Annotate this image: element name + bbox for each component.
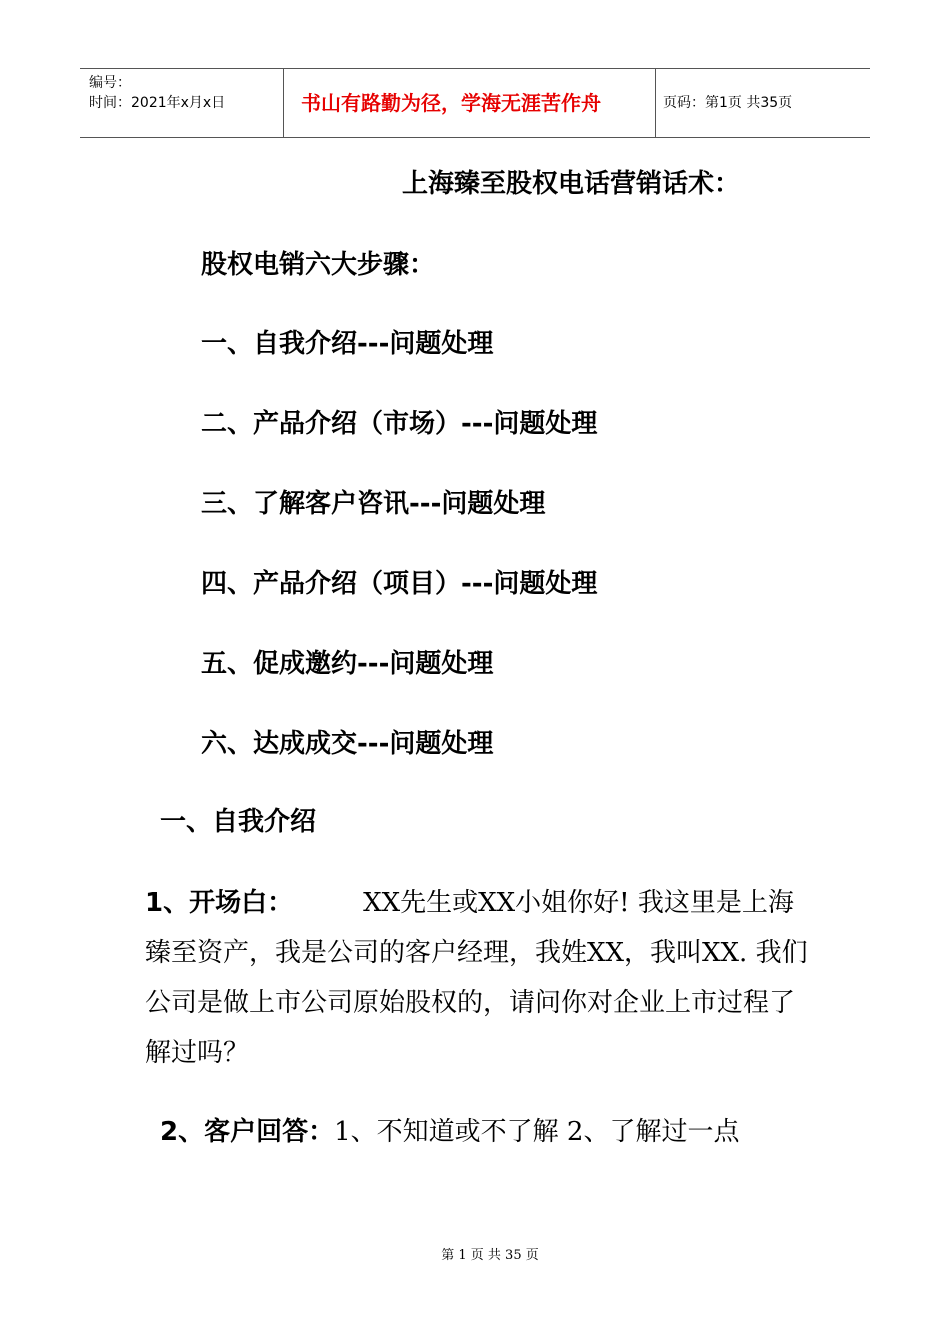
document-title: 上海臻至股权电话营销话术： — [402, 169, 741, 199]
page-footer: 第 1 页 共 35 页 — [441, 1248, 539, 1263]
motto: 书山有路勤为径，学海无涯苦作舟 — [283, 69, 656, 137]
number-label: 编号： — [89, 75, 131, 91]
step-item: 三、了解客户咨讯---问题处理 — [201, 489, 546, 519]
step-item: 一、自我介绍---问题处理 — [201, 329, 494, 359]
step-item: 五、促成邀约---问题处理 — [201, 649, 494, 679]
steps-heading: 股权电销六大步骤： — [201, 250, 436, 280]
answer-label: 2、客户回答： — [160, 1117, 335, 1147]
section-heading: 一、自我介绍 — [160, 807, 317, 837]
steps-list — [201, 322, 597, 802]
opening-paragraph — [145, 878, 815, 1078]
step-item: 六、达成成交---问题处理 — [201, 729, 494, 759]
page-info: 页码：第1页 共35页 — [663, 95, 793, 111]
step-item: 二、产品介绍（市场）---问题处理 — [201, 409, 598, 439]
time-label: 时间：2021年x月x日 — [89, 95, 226, 111]
opening-label: 1、开场白： — [145, 888, 294, 918]
header-table — [80, 68, 870, 138]
customer-answer — [160, 1110, 739, 1154]
opening-text: XX先生或XX小姐你好! 我这里是上海臻至资产，我是公司的客户经理，我姓XX，我叫XX. 我们公司是做上市公司原始股权的，请问你对企业上市过程了解过吗？ — [145, 888, 808, 1068]
step-item: 四、产品介绍（项目）---问题处理 — [201, 569, 598, 599]
answer-text: 1、不知道或不了解 2、了解过一点 — [334, 1117, 740, 1147]
header-meta-cell — [80, 69, 283, 137]
